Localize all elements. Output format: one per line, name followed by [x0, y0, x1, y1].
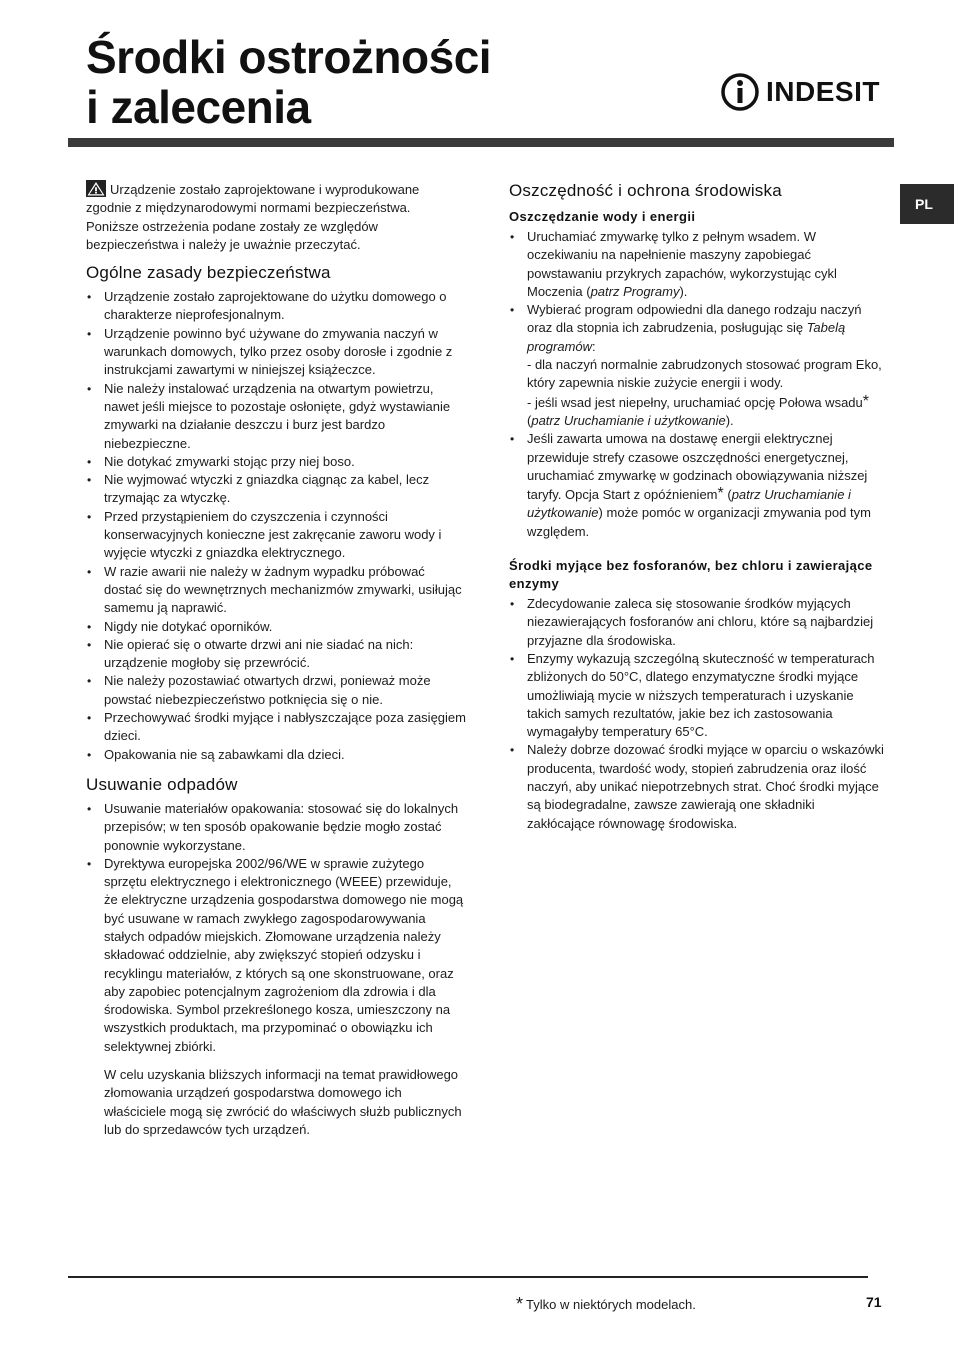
- warning-icon: [86, 180, 106, 197]
- disposal-list: [86, 800, 466, 1056]
- title-line-2: i zalecenia: [86, 81, 311, 133]
- intro-text: Urządzenie zostało zaprojektowane i wyprodukowane zgodnie z międzynarodowymi normami bezpieczeństwa. Poniższe ostrzeżenia podane zostały ze względów bezpieczeństwa i należy je uważnie przeczytać.: [86, 182, 420, 252]
- intro-paragraph: [86, 180, 466, 254]
- item-text: Jeśli zawarta umowa na dostawę energii elektrycznej przewiduje strefy czasowe oszczędności energetycznej, uruchamiać zmywarkę w godzinach obowiązywania niższej taryfy. Opcja Start z opóźnieniem: [527, 431, 868, 503]
- list-item: [509, 228, 884, 301]
- item-reference: patrz Uruchamianie i użytkowanie: [527, 487, 851, 521]
- item-text: ).: [725, 412, 734, 428]
- item-reference: patrz Programy: [590, 283, 680, 299]
- list-item: • W razie awarii nie należy w żadnym wypadku próbować dostać się do wewnętrznych mechanizmów zmywarki, usiłując samemu ją naprawić.: [86, 563, 466, 618]
- list-item: • Enzymy wykazują szczególną skuteczność w temperaturach zbliżonych do 50°C, dlatego enzymatyczne środki myjące umożliwiają mycie w niższych temperaturach i uzyskanie takich samych rezultatów, jakie bez ich zastosowania wymagałyby temperatury 65°C.: [509, 650, 884, 741]
- detergents-heading: Środki myjące bez fosforanów, bez chloru i zawierające enzymy: [509, 558, 873, 592]
- disposal-info-paragraph: W celu uzyskania bliższych informacji na temat prawidłowego złomowania urządzeń gospodarstwa domowego ich właściciele mogą się zwrócić do właściwych służb publicznych lub do sprzedawców tych urządzeń.: [104, 1067, 462, 1137]
- list-item: • Nie należy pozostawiać otwartych drzwi, ponieważ może powstać niebezpieczeństwo potknięcia się o nie.: [86, 672, 466, 709]
- footnote-marker: *: [516, 1294, 524, 1314]
- list-item: • Zdecydowanie zaleca się stosowanie środków myjących niezawierających fosforanów ani chloru, które są najbardziej przyjazne dla środowiska.: [509, 595, 884, 650]
- list-item: • Usuwanie materiałów opakowania: stosować się do lokalnych przepisów; w ten sposób opakowanie będzie mogło zostać ponownie wykorzystane.: [86, 800, 466, 855]
- title-line-1: Środki ostrożności: [86, 31, 492, 83]
- footnote-marker: *: [862, 392, 869, 410]
- environment-heading: Oszczędność i ochrona środowiska: [509, 181, 782, 200]
- list-item: • Jeśli zawarta umowa na dostawę energii elektrycznej przewiduje strefy czasowe oszczędności energetycznej, uruchamiać zmywarkę w godzinach obowiązywania niższej taryfy. Opcja Start z opóźnieniem* (patrz Uruchamianie i użytkowanie) może pomóc w organizacji zmywania pod tym względem.: [509, 430, 884, 541]
- page-title: [86, 32, 491, 132]
- list-item: [509, 301, 884, 430]
- footnote-text: Tylko w niektórych modelach.: [526, 1297, 696, 1312]
- water-energy-heading: Oszczędzanie wody i energii: [509, 209, 696, 224]
- list-item: • Urządzenie zostało zaprojektowane do użytku domowego o charakterze nieprofesjonalnym.: [86, 288, 466, 325]
- item-text: :: [592, 338, 596, 354]
- language-tab: [900, 184, 954, 224]
- item-text: Uruchamiać zmywarkę tylko z pełnym wsadem. W oczekiwaniu na napełnienie maszyny zapobiegać powstawaniu przykrych zapachów, wykorzystując cykl Moczenia (: [527, 229, 837, 299]
- safety-heading: Ogólne zasady bezpieczeństwa: [86, 263, 331, 283]
- brand-logo: [720, 72, 880, 112]
- list-item: • Urządzenie powinno być używane do zmywania naczyń w warunkach domowych, tylko przez osoby dorosłe i zgodnie z instrukcjami zawartymi w niniejszej książeczce.: [86, 325, 466, 380]
- list-item: • Opakowania nie są zabawkami dla dzieci.: [86, 746, 466, 764]
- brand-logo-mark: [720, 72, 760, 112]
- detergents-list: [509, 595, 884, 833]
- list-item: • Nie wyjmować wtyczki z gniazdka ciągnąc za kabel, lecz trzymając za wtyczkę.: [86, 471, 466, 508]
- language-tab-label: PL: [915, 196, 933, 212]
- item-reference: Tabelą programów: [527, 320, 846, 354]
- list-item: • Przed przystąpieniem do czyszczenia i czynności konserwacyjnych konieczne jest zakręcanie zaworu wody i wyjęcie wtyczki z gniazdka elektrycznego.: [86, 508, 466, 563]
- list-item: • Nie należy instalować urządzenia na otwartym powietrzu, nawet jeśli miejsce to pozostaje osłonięte, gdyż wystawianie zmywarki na działanie deszczu i burz jest bardzo niebezpieczne.: [86, 380, 466, 453]
- footnote: [516, 1294, 696, 1315]
- footer-rule: [68, 1276, 868, 1278]
- list-item: • Należy dobrze dozować środki myjące w oparciu o wskazówki producenta, twardość wody, stopień zabrudzenia oraz ilość naczyń, aby unikać niepotrzebnych strat. Choć środki myjące są biodegradalne, zawsze zawierają one składniki zakłócające równowagę środowiska.: [509, 741, 884, 832]
- page-number: 71: [866, 1294, 882, 1310]
- safety-list: [86, 288, 466, 764]
- brand-name: INDESIT: [766, 76, 880, 107]
- water-energy-list: [509, 228, 884, 541]
- item-reference: patrz Uruchamianie i użytkowanie: [531, 412, 726, 428]
- list-item: • Nie opierać się o otwarte drzwi ani nie siadać na nich: urządzenie mogłoby się przewrócić.: [86, 636, 466, 673]
- footnote-marker: *: [717, 485, 724, 503]
- item-text: ) może pomóc w organizacji zmywania pod tym względem.: [527, 505, 871, 539]
- item-text: Wybierać program odpowiedni dla danego rodzaju naczyń oraz dla stopnia ich zabrudzenia, posługując się: [527, 302, 862, 336]
- list-item: • Dyrektywa europejska 2002/96/WE w sprawie zużytego sprzętu elektrycznego i elektronicznego (WEEE) przewiduje, że elektryczne urządzenia gospodarstwa domowego nie mogą być usuwane w ramach zwykłego zagospodarowywania stałych odpadów miejskich. Złomowane urządzenia należy składować oddzielnie, aby zwiększyć stopień odzysku i recyklingu materiałów, z których są one skonstruowane, oraz aby zapobiec potencjalnym zagrożeniom dla zdrowia i dla środowiska. Symbol przekreślonego kosza, umieszczony na wszystkich produktach, ma przypominać o obowiązku ich selektywnej zbiórki.: [86, 855, 466, 1056]
- sub-item: - dla naczyń normalnie zabrudzonych stosować program Eko, który zapewnia niskie zużycie energii i wody.: [527, 357, 882, 391]
- disposal-heading: Usuwanie odpadów: [86, 774, 238, 794]
- header-rule: [68, 138, 894, 147]
- right-column: [509, 180, 884, 843]
- sub-item: - jeśli wsad jest niepełny, uruchamiać opcję Połowa wsadu* (patrz Uruchamianie i użytkowanie).: [527, 392, 869, 428]
- item-text: - jeśli wsad jest niepełny, uruchamiać opcję Połowa wsadu: [527, 394, 863, 410]
- list-item: • Nie dotykać zmywarki stojąc przy niej boso.: [86, 453, 466, 471]
- item-text: ).: [679, 283, 688, 299]
- list-item: • Przechowywać środki myjące i nabłyszczające poza zasięgiem dzieci.: [86, 709, 466, 746]
- list-item: • Nigdy nie dotykać oporników.: [86, 618, 466, 636]
- left-column: [86, 180, 466, 1139]
